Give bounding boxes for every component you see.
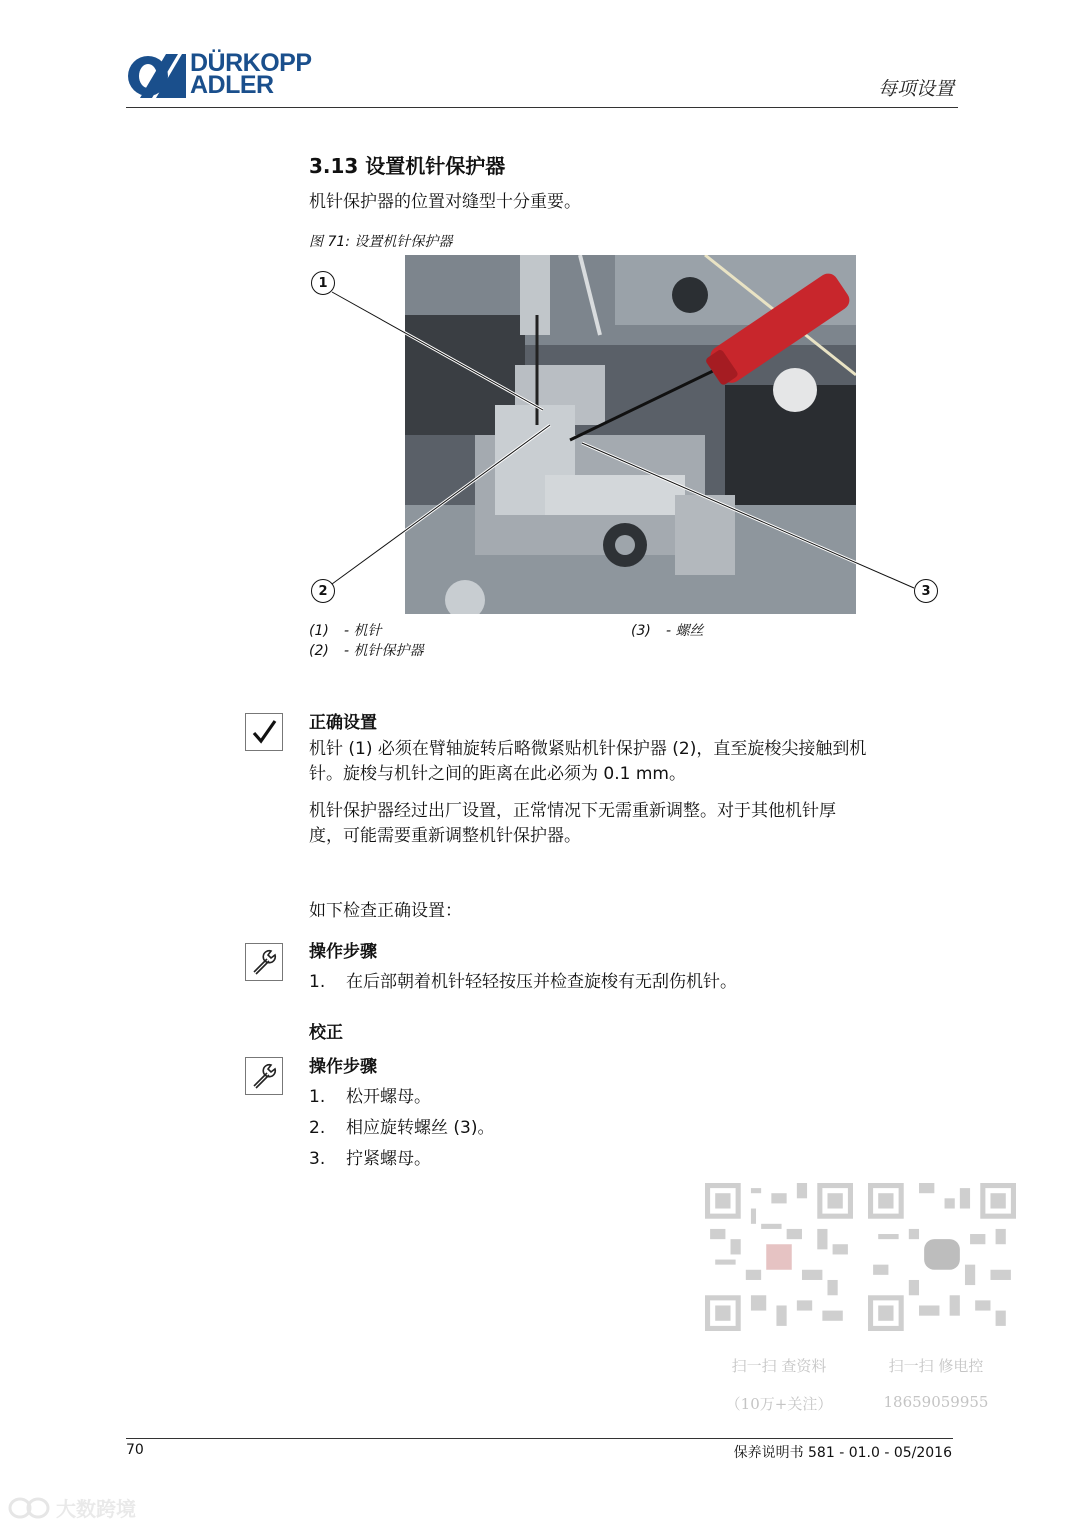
legend-item-1: (1) - 机针 [309, 623, 382, 639]
check-step-1: 1. 在后部朝着机针轻轻按压并检查旋梭有无刮伤机针。 [309, 972, 737, 992]
document-reference: 保养说明书 581 - 01.0 - 05/2016 [733, 1445, 952, 1461]
correction-step-3: 3. 拧紧螺母。 [309, 1149, 431, 1169]
header-section-title: 每项设置 [877, 78, 954, 100]
wrench-icon [245, 1057, 283, 1095]
qr-code-left [705, 1183, 853, 1331]
correct-setting-text-1: 机针 (1) 必须在臂轴旋转后略微紧贴机针保护器 (2)，直至旋梭尖接触到机 针。旋梭与机针之间的距离在此必须为 0.1 mm。 [309, 739, 867, 784]
section-intro: 机针保护器的位置对缝型十分重要。 [309, 192, 581, 212]
correction-step-2: 2. 相应旋转螺丝 (3)。 [309, 1118, 495, 1138]
correct-setting-heading: 正确设置 [309, 713, 377, 733]
page-number: 70 [126, 1442, 144, 1458]
qr-left-caption-1: 扫一扫 查资料 [731, 1357, 827, 1375]
footer-divider [126, 1438, 953, 1439]
checkmark-icon [245, 713, 283, 751]
legend-item-2: (2) - 机针保护器 [309, 643, 424, 659]
legend-item-3: (3) - 螺丝 [631, 623, 704, 639]
logo-line2: ADLER [190, 71, 274, 99]
callout-2: 2 [311, 579, 335, 603]
check-steps-heading: 操作步骤 [309, 942, 377, 962]
logo-line1: DÜRKOPP [190, 49, 312, 77]
correction-heading: 校正 [309, 1023, 343, 1043]
watermark: 大数跨境 [8, 1493, 136, 1522]
callout-leader-lines [300, 260, 950, 620]
section-title: 3.13 设置机针保护器 [309, 154, 506, 178]
qr-right-caption-2: 18659059955 [883, 1393, 989, 1411]
callout-1: 1 [311, 271, 335, 295]
header-divider [126, 107, 958, 108]
qr-right-caption-1: 扫一扫 修电控 [888, 1357, 984, 1375]
figure-caption: 图 71: 设置机针保护器 [309, 234, 453, 250]
watermark-logo-icon [8, 1496, 52, 1520]
correct-setting-text-2: 机针保护器经过出厂设置，正常情况下无需重新调整。对于其他机针厚 度，可能需要重新调整机针保护器。 [309, 801, 836, 846]
brand-logo [126, 49, 326, 99]
check-intro: 如下检查正确设置： [309, 901, 462, 921]
wrench-icon [245, 943, 283, 981]
callout-3: 3 [914, 579, 938, 603]
correction-steps-heading: 操作步骤 [309, 1057, 377, 1077]
qr-code-right [868, 1183, 1016, 1331]
durkopp-logo-icon [126, 54, 186, 98]
qr-left-caption-2: （10万+关注） [725, 1395, 833, 1413]
correction-step-1: 1. 松开螺母。 [309, 1087, 431, 1107]
